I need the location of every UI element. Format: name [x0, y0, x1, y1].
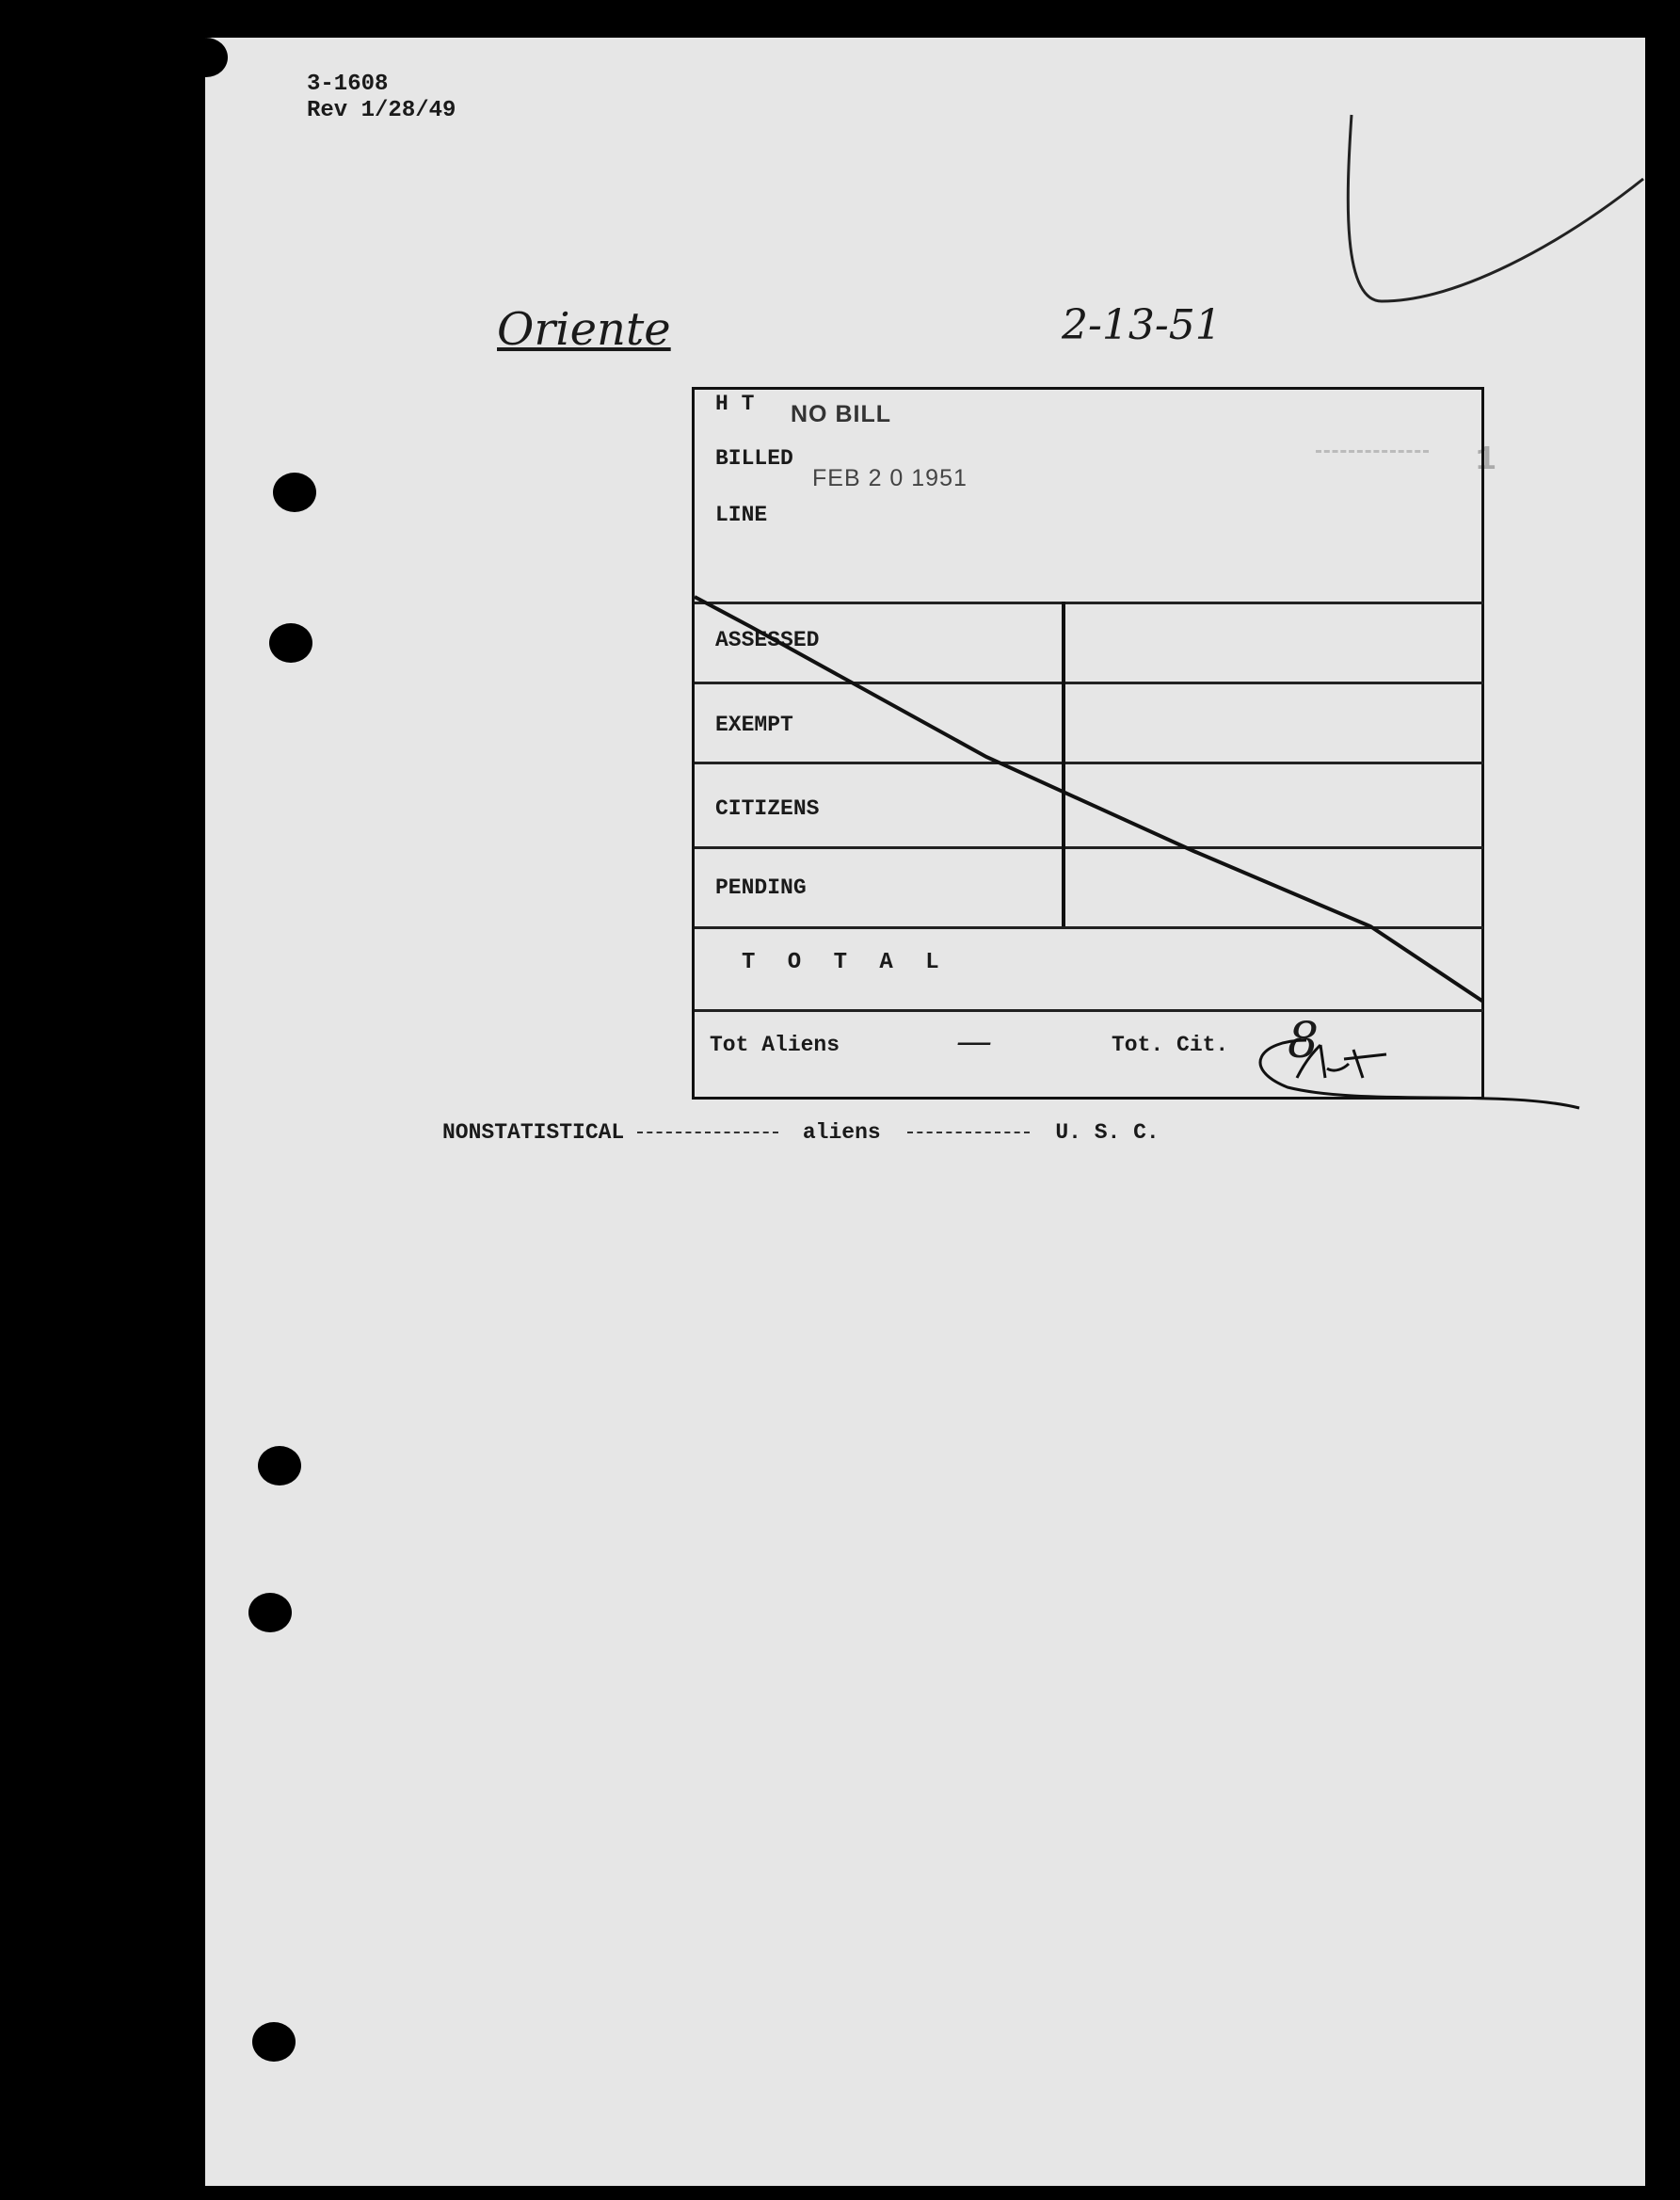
- tot-cit-label: Tot. Cit.: [1112, 1033, 1229, 1057]
- ht-label: H T: [715, 392, 755, 416]
- no-bill-stamp: NO BILL: [791, 401, 891, 427]
- pencil-curve-mark: [205, 38, 1645, 414]
- punch-hole: [248, 1593, 292, 1632]
- total-label: T O T A L: [742, 950, 949, 975]
- strike-through-line: [695, 390, 1487, 1102]
- aliens-blank: [907, 1132, 1030, 1133]
- aliens-label: aliens: [802, 1120, 881, 1145]
- form-number: 3-1608: [307, 72, 389, 97]
- punch-hole: [269, 623, 312, 663]
- nonstatistical-label: NONSTATISTICAL: [442, 1120, 625, 1145]
- usc-label: U. S. C.: [1055, 1120, 1160, 1145]
- exempt-label: EXEMPT: [715, 713, 793, 737]
- nonstatistical-row: [442, 1120, 1160, 1145]
- initials-signature: [1222, 1021, 1645, 1125]
- document-page: [205, 38, 1645, 2186]
- assessed-label: ASSESSED: [715, 628, 820, 652]
- location-handwritten: Oriente: [497, 303, 671, 356]
- punch-hole: [258, 1446, 301, 1485]
- margin-number: 1: [1476, 441, 1496, 479]
- date-handwritten: 2-13-51: [1062, 301, 1222, 349]
- tot-aliens-label: Tot Aliens: [710, 1033, 840, 1057]
- billed-label: BILLED: [715, 446, 793, 471]
- form-revision: Rev 1/28/49: [307, 98, 456, 123]
- tot-aliens-value: —: [956, 1020, 992, 1062]
- pending-label: PENDING: [715, 875, 807, 900]
- nonstatistical-blank: [637, 1132, 778, 1133]
- billed-date-stamp: FEB 2 0 1951: [812, 465, 968, 491]
- punch-hole: [252, 2022, 296, 2062]
- punch-hole: [273, 473, 316, 512]
- form-box: [692, 387, 1484, 1100]
- line-label: LINE: [715, 503, 768, 527]
- tot-cit-value: 8: [1288, 1013, 1320, 1069]
- citizens-label: CITIZENS: [715, 796, 820, 821]
